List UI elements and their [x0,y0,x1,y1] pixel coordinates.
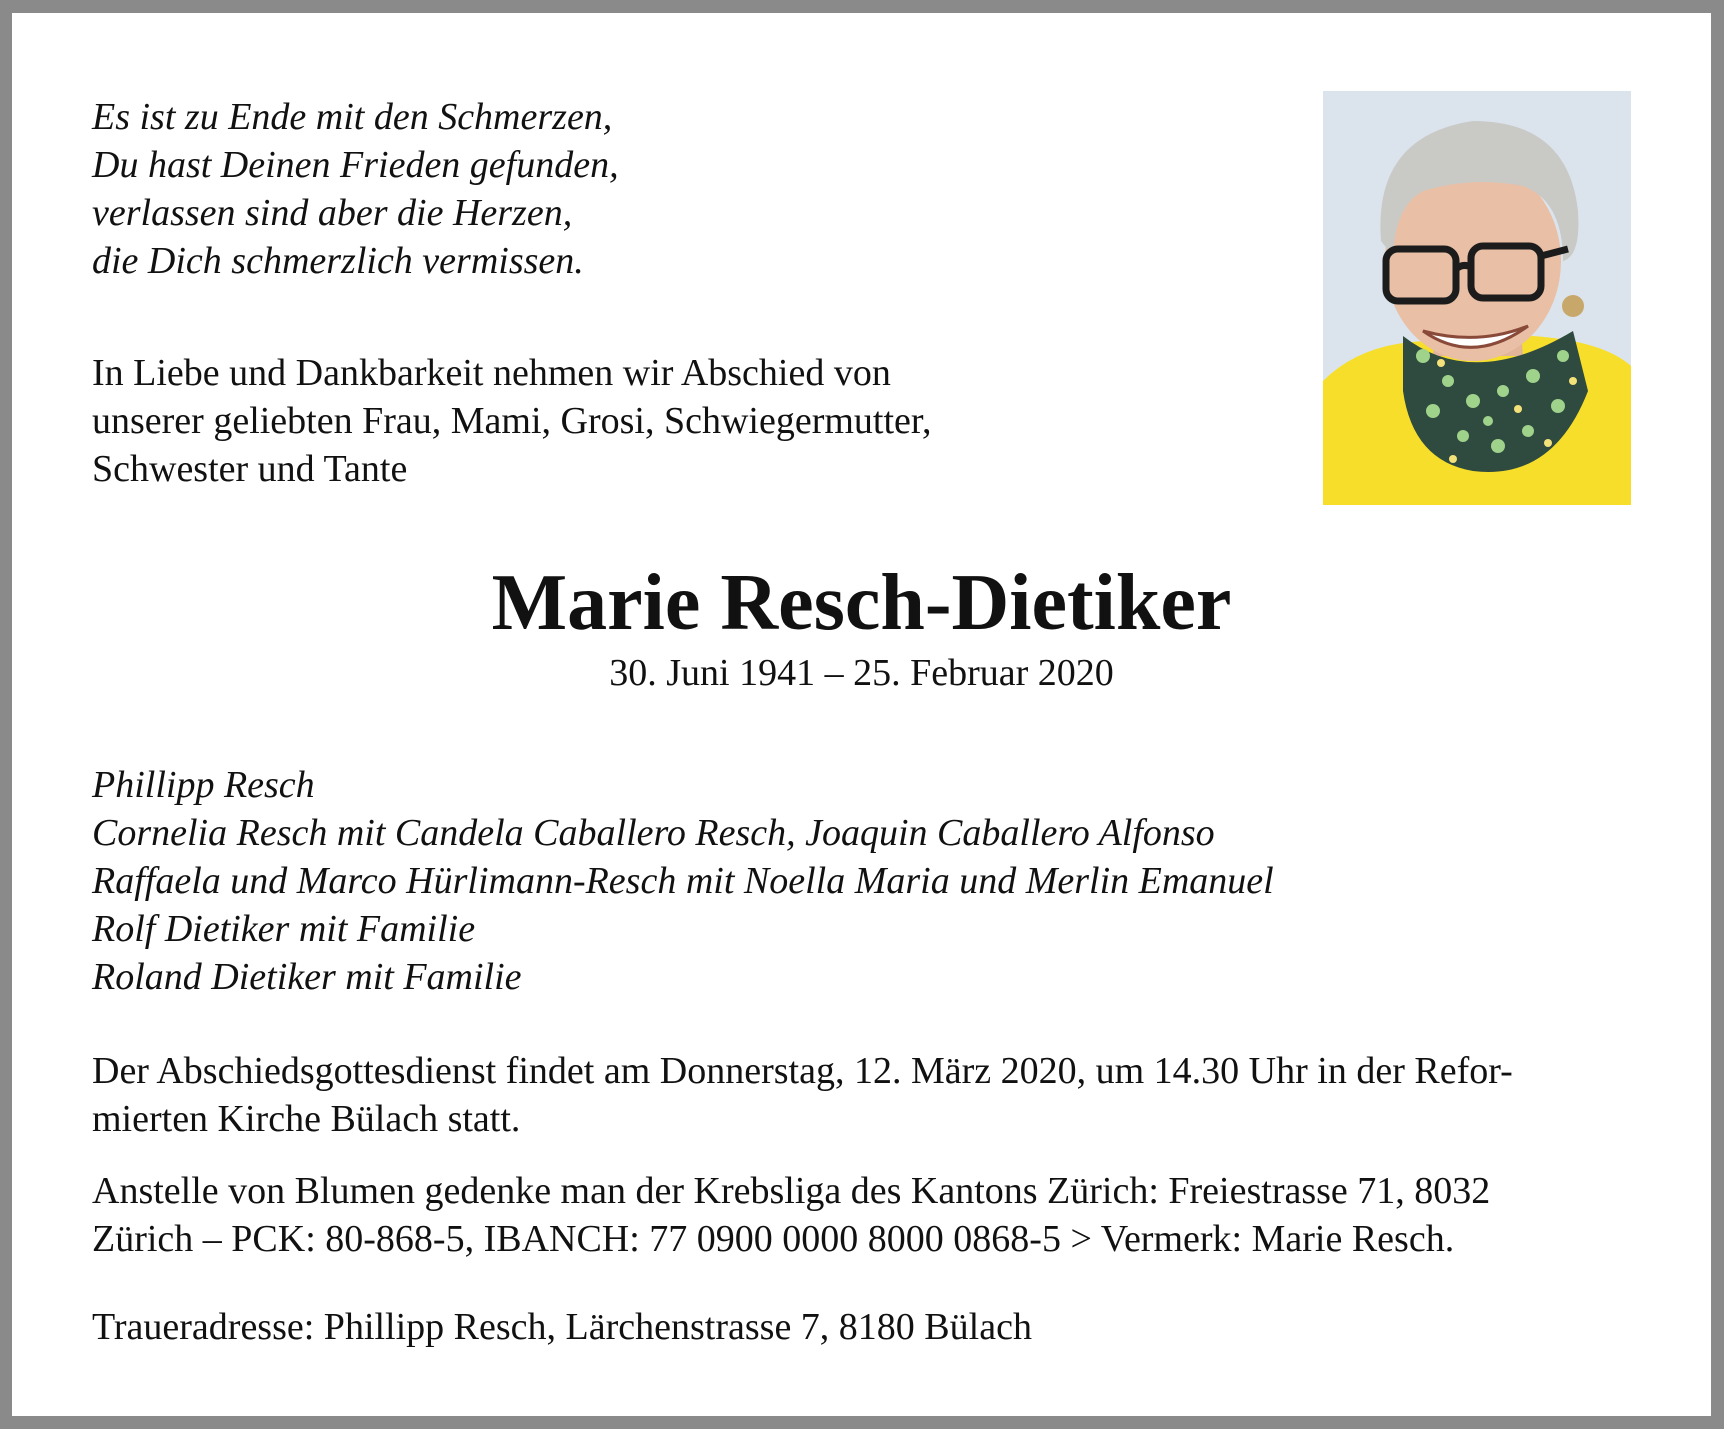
intro-line: unserer geliebten Frau, Mami, Grosi, Schwiegermutter, [92,400,932,442]
life-dates: 30. Juni 1941 – 25. Februar 2020 [609,652,1114,694]
poem-verse [92,93,619,285]
family-member: Raffaela und Marco Hürlimann-Resch mit Noella Maria und Merlin Emanuel [92,860,1274,902]
portrait-illustration [1323,91,1631,505]
poem-line: Du hast Deinen Frieden gefunden, [92,144,619,186]
donation-line: Zürich – PCK: 80-868-5, IBANCH: 77 0900 0000 8000 0868-5 > Vermerk: Marie Resch. [92,1218,1455,1260]
donation-line: Anstelle von Blumen gedenke man der Krebsliga des Kantons Zürich: Freiestrasse 71, 8032 [92,1170,1491,1212]
family-list [92,761,1274,1001]
family-member: Roland Dietiker mit Familie [92,956,522,998]
service-line: Der Abschiedsgottesdienst findet am Donnerstag, 12. März 2020, um 14.30 Uhr in der Refor- [92,1050,1513,1092]
family-member: Cornelia Resch mit Candela Caballero Resch, Joaquin Caballero Alfonso [92,812,1215,854]
family-member: Phillipp Resch [92,764,315,806]
service-info [92,1047,1647,1143]
deceased-name: Marie Resch-Dietiker [491,559,1232,647]
poem-line: die Dich schmerzlich vermissen. [92,240,584,282]
intro-line: Schwester und Tante [92,448,408,490]
intro-text [92,349,932,493]
service-line: mierten Kirche Bülach statt. [92,1098,521,1140]
donation-info [92,1167,1647,1263]
mourning-address [92,1303,1647,1351]
portrait-photo [1323,91,1631,505]
poem-line: verlassen sind aber die Herzen, [92,192,573,234]
intro-line: In Liebe und Dankbarkeit nehmen wir Abschied von [92,352,891,394]
obituary-card [12,13,1711,1416]
address-line: Traueradresse: Phillipp Resch, Lärchenstrasse 7, 8180 Bülach [92,1306,1032,1348]
family-member: Rolf Dietiker mit Familie [92,908,476,950]
poem-line: Es ist zu Ende mit den Schmerzen, [92,96,613,138]
